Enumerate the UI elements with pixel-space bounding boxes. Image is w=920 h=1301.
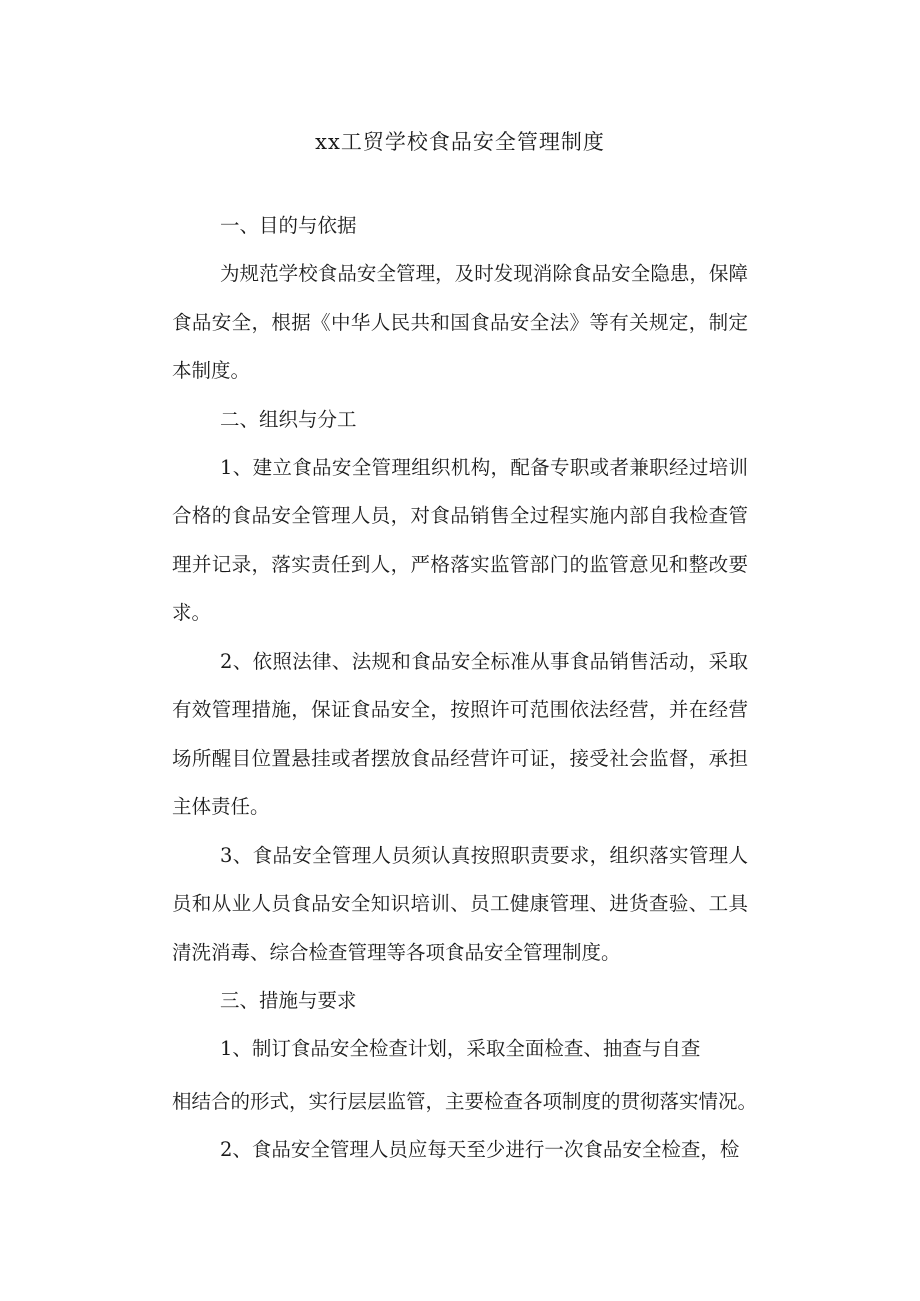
paragraph-organization-1: 1、建立食品安全管理组织机构，配备专职或者兼职经过培训合格的食品安全管理人员，对食品销售全过程实施内部自我检查管理并记录，落实责任到人，严格落实监管部门的监管意见和整改要求。 bbox=[172, 455, 748, 624]
paragraph-measures-1-line-2: 相结合的形式，实行层层监管，主要检查各项制度的贯彻落实情况。 bbox=[172, 1089, 758, 1113]
document-body bbox=[172, 202, 758, 1175]
paragraph-measures-2: 2、食品安全管理人员应每天至少进行一次食品安全检查，检 bbox=[220, 1138, 740, 1161]
paragraph-organization-3: 3、食品安全管理人员须认真按照职责要求，组织落实管理人员和从业人员食品安全知识培训、员工健康管理、进货查验、工具清洗消毒、综合检查管理等各项食品安全管理制度。 bbox=[172, 843, 748, 964]
section-heading-organization: 二、组织与分工 bbox=[220, 407, 357, 431]
paragraph-measures-1-line-1: 1、制订食品安全检查计划，采取全面检查、抽查与自查 bbox=[220, 1037, 701, 1060]
document-title: xx工贸学校食品安全管理制度 bbox=[315, 130, 605, 154]
paragraph-organization-2: 2、依照法律、法规和食品安全标准从事食品销售活动，采取有效管理措施，保证食品安全，按照许可范围依法经营，并在经营场所醒目位置悬挂或者摆放食品经营许可证，接受社会监督，承担主体责任。 bbox=[172, 649, 748, 818]
section-heading-purpose: 一、目的与依据 bbox=[220, 214, 357, 237]
paragraph-purpose: 为规范学校食品安全管理，及时发现消除食品安全隐患，保障食品安全，根据《中华人民共和国食品安全法》等有关规定，制定本制度。 bbox=[172, 262, 748, 382]
section-heading-measures: 三、措施与要求 bbox=[220, 989, 357, 1012]
